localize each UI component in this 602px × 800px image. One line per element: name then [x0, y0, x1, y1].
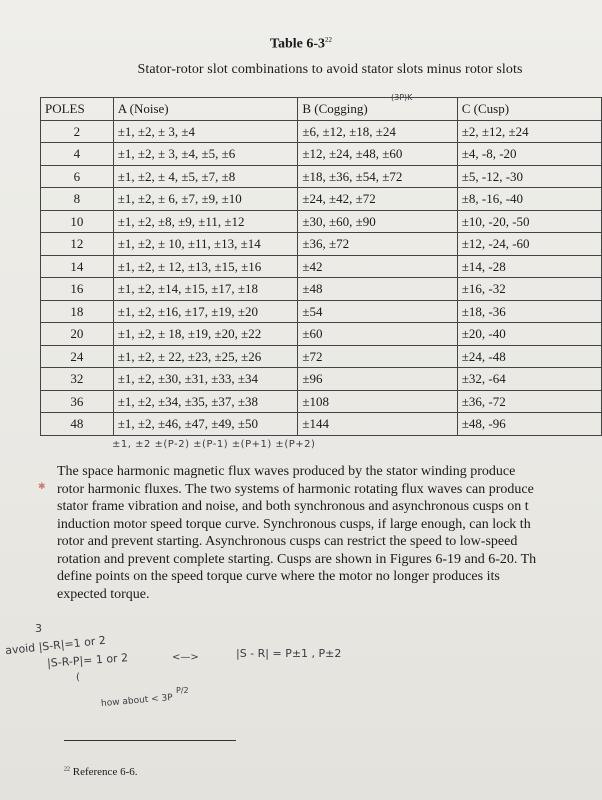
- cusp-cell: ±20, -40: [457, 323, 601, 346]
- poles-cell: 4: [41, 143, 114, 166]
- cogging-cell: ±30, ±60, ±90: [298, 210, 457, 233]
- table-row: [41, 143, 602, 166]
- table-row: [41, 120, 602, 143]
- poles-cell: 48: [41, 413, 114, 436]
- cogging-cell: ±96: [298, 368, 457, 391]
- table-row: [41, 233, 602, 256]
- table-row: [41, 323, 602, 346]
- paragraph-line: rotor and prevent starting. Asynchronous cusps can restrict the speed to low-speed: [57, 534, 518, 549]
- header-noise: A (Noise): [113, 98, 298, 121]
- poles-cell: 12: [41, 233, 114, 256]
- cusp-cell: ±10, -20, -50: [457, 210, 601, 233]
- handwritten-note-2: avoid |S-R|=1 or 2: [4, 633, 107, 658]
- table-caption: Stator-rotor slot combinations to avoid stator slots minus rotor slots: [137, 62, 523, 77]
- noise-cell: ±1, ±2, ±8, ±9, ±11, ±12: [113, 210, 298, 233]
- table-row: [41, 390, 602, 413]
- noise-cell: ±1, ±2, ±16, ±17, ±19, ±20: [113, 300, 298, 323]
- paragraph-line: define points on the speed torque curve where the motor no longer produces its: [57, 569, 500, 584]
- body-paragraph: [57, 463, 602, 603]
- table-header-row: [41, 98, 602, 121]
- cusp-cell: ±2, ±12, ±24: [457, 120, 601, 143]
- header-cusp: C (Cusp): [457, 98, 601, 121]
- header-poles: POLES: [41, 98, 114, 121]
- table-row: [41, 345, 602, 368]
- poles-cell: 14: [41, 255, 114, 278]
- paragraph-line: rotor harmonic fluxes. The two systems of harmonic rotating flux waves can produce: [57, 481, 534, 497]
- handwritten-cogging-note: (3P)K: [391, 93, 413, 102]
- table-row: [41, 188, 602, 211]
- poles-cell: 18: [41, 300, 114, 323]
- cusp-cell: ±32, -64: [457, 368, 601, 391]
- table-row: [41, 300, 602, 323]
- cogging-cell: ±12, ±24, ±48, ±60: [298, 143, 457, 166]
- handwritten-note-5: P/2: [176, 686, 189, 695]
- handwritten-arrow: <—>: [172, 652, 199, 663]
- paragraph-line: expected torque.: [57, 586, 150, 602]
- poles-cell: 2: [41, 120, 114, 143]
- table-row: [41, 255, 602, 278]
- table-row: [41, 368, 602, 391]
- noise-cell: ±1, ±2, ± 12, ±13, ±15, ±16: [113, 255, 298, 278]
- cogging-cell: ±144: [298, 413, 457, 436]
- header-cogging: B (Cogging): [298, 98, 457, 121]
- paragraph-line: stator frame vibration and noise, and both synchronous and asynchronous cusps on t: [57, 499, 529, 514]
- handwritten-note-1: 3: [35, 622, 42, 635]
- table-title-footnote-mark: 22: [325, 36, 333, 44]
- noise-cell: ±1, ±2, ± 18, ±19, ±20, ±22: [113, 323, 298, 346]
- cogging-cell: ±60: [298, 323, 457, 346]
- cusp-cell: ±4, -8, -20: [457, 143, 601, 166]
- noise-cell: ±1, ±2, ± 3, ±4: [113, 120, 298, 143]
- cusp-cell: ±16, -32: [457, 278, 601, 301]
- noise-cell: ±1, ±2, ± 6, ±7, ±9, ±10: [113, 188, 298, 211]
- noise-cell: ±1, ±2, ±34, ±35, ±37, ±38: [113, 390, 298, 413]
- handwritten-row-note: ±1, ±2 ±(P-2) ±(P-1) ±(P+1) ±(P+2): [112, 439, 316, 450]
- cogging-cell: ±54: [298, 300, 457, 323]
- footnote-mark: 22: [64, 766, 70, 773]
- paragraph-line: rotation and prevent complete starting. Cusps are shown in Figures 6-19 and 6-20. Th: [57, 551, 537, 567]
- cogging-cell: ±24, ±42, ±72: [298, 188, 457, 211]
- noise-cell: ±1, ±2, ± 4, ±5, ±7, ±8: [113, 165, 298, 188]
- poles-cell: 20: [41, 323, 114, 346]
- poles-cell: 36: [41, 390, 114, 413]
- cogging-cell: ±108: [298, 390, 457, 413]
- cusp-cell: ±5, -12, -30: [457, 165, 601, 188]
- footnote-text: Reference 6-6.: [72, 766, 138, 778]
- noise-cell: ±1, ±2, ± 10, ±11, ±13, ±14: [113, 233, 298, 256]
- paragraph-line: The space harmonic magnetic flux waves produced by the stator winding produce: [57, 464, 516, 479]
- poles-cell: 24: [41, 345, 114, 368]
- noise-cell: ±1, ±2, ±30, ±31, ±33, ±34: [113, 368, 298, 391]
- cogging-cell: ±42: [298, 255, 457, 278]
- cusp-cell: ±8, -16, -40: [457, 188, 601, 211]
- poles-cell: 6: [41, 165, 114, 188]
- noise-cell: ±1, ±2, ±46, ±47, ±49, ±50: [113, 413, 298, 436]
- cogging-cell: ±48: [298, 278, 457, 301]
- handwritten-note-7: (: [76, 672, 80, 683]
- table-row: [41, 165, 602, 188]
- cusp-cell: ±18, -36: [457, 300, 601, 323]
- table-title: Table $6-3^{22}$: [269, 36, 333, 52]
- margin-mark: ✱: [38, 482, 46, 492]
- cogging-cell: ±18, ±36, ±54, ±72: [298, 165, 457, 188]
- poles-cell: 16: [41, 278, 114, 301]
- handwritten-note-6: how about < 3P: [100, 692, 174, 710]
- cusp-cell: ±36, -72: [457, 390, 601, 413]
- cogging-cell: ±72: [298, 345, 457, 368]
- cogging-cell: ±36, ±72: [298, 233, 457, 256]
- handwritten-note-4: |S - R| = P±1 , P±2: [236, 647, 342, 660]
- footnote: [64, 766, 138, 778]
- table-row: [41, 210, 602, 233]
- paragraph-line: induction motor speed torque curve. Synchronous cusps, if large enough, can lock th: [57, 516, 531, 532]
- poles-cell: 10: [41, 210, 114, 233]
- cusp-cell: ±14, -28: [457, 255, 601, 278]
- poles-cell: 32: [41, 368, 114, 391]
- cusp-cell: ±12, -24, -60: [457, 233, 601, 256]
- poles-cell: 8: [41, 188, 114, 211]
- table-row: [41, 413, 602, 436]
- cusp-cell: ±48, -96: [457, 413, 601, 436]
- table-row: [41, 278, 602, 301]
- noise-cell: ±1, ±2, ±14, ±15, ±17, ±18: [113, 278, 298, 301]
- cogging-cell: ±6, ±12, ±18, ±24: [298, 120, 457, 143]
- noise-cell: ±1, ±2, ± 22, ±23, ±25, ±26: [113, 345, 298, 368]
- cusp-cell: ±24, -48: [457, 345, 601, 368]
- slot-combination-table: [40, 97, 602, 436]
- handwritten-note-3: |S-R-P|= 1 or 2: [46, 651, 129, 670]
- noise-cell: ±1, ±2, ± 3, ±4, ±5, ±6: [113, 143, 298, 166]
- footnote-rule: [64, 740, 236, 741]
